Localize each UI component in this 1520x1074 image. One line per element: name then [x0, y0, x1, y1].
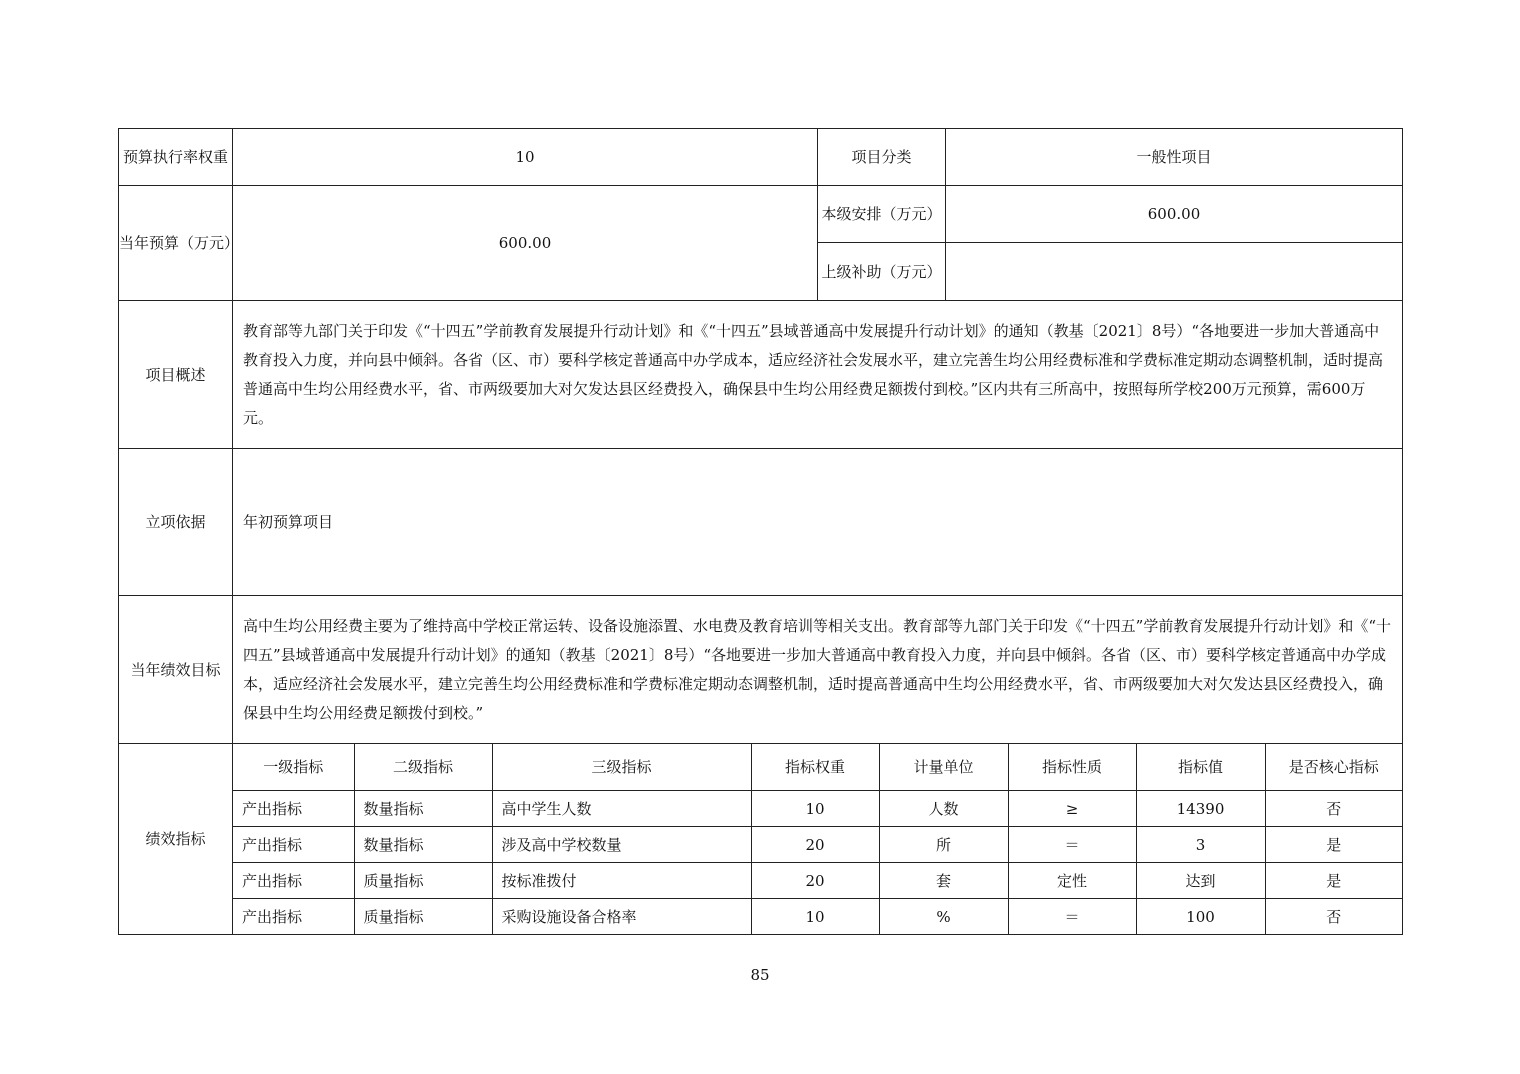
table-row: [119, 744, 1403, 935]
value-cell: 100: [1136, 899, 1265, 935]
indicator-label: 绩效指标: [119, 744, 233, 935]
level3-cell: 采购设施设备合格率: [492, 899, 751, 935]
header-unit: 计量单位: [879, 744, 1008, 791]
weight-cell: 20: [751, 863, 879, 899]
unit-cell: 所: [879, 827, 1008, 863]
weight-cell: 10: [751, 899, 879, 935]
level3-cell: 按标准拨付: [492, 863, 751, 899]
core-cell: 是: [1265, 863, 1402, 899]
value-cell: 14390: [1136, 791, 1265, 827]
core-cell: 是: [1265, 827, 1402, 863]
exec-weight-label: 预算执行率权重: [119, 129, 233, 186]
nature-cell: ＝: [1008, 899, 1136, 935]
indicator-table: [233, 744, 1402, 934]
level2-cell: 数量指标: [354, 827, 492, 863]
basis-text: 年初预算项目: [233, 449, 1403, 596]
level1-cell: 产出指标: [233, 899, 354, 935]
indicator-header-row: [233, 744, 1402, 791]
unit-cell: %: [879, 899, 1008, 935]
weight-cell: 20: [751, 827, 879, 863]
table-row: [119, 449, 1403, 596]
project-table: [118, 128, 1403, 935]
indicator-row: [233, 863, 1402, 899]
table-row: [119, 596, 1403, 744]
nature-cell: 定性: [1008, 863, 1136, 899]
indicator-cell: [233, 744, 1403, 935]
weight-cell: 10: [751, 791, 879, 827]
indicator-row: [233, 827, 1402, 863]
budget-value: 600.00: [233, 186, 818, 301]
header-value: 指标值: [1136, 744, 1265, 791]
header-core: 是否核心指标: [1265, 744, 1402, 791]
header-nature: 指标性质: [1008, 744, 1136, 791]
local-value: 600.00: [946, 186, 1403, 243]
basis-label: 立项依据: [119, 449, 233, 596]
header-level3: 三级指标: [492, 744, 751, 791]
overview-text: 教育部等九部门关于印发《“十四五”学前教育发展提升行动计划》和《“十四五”县域普通高中发展提升行动计划》的通知（教基〔2021〕8号）“各地要进一步加大普通高中教育投入力度，并向县中倾斜。各省（区、市）要科学核定普通高中办学成本，适应经济社会发展水平，建立完善生均公用经费标准和学费标准定期动态调整机制，适时提高普通高中生均公用经费水平，省、市两级要加大对欠发达县区经费投入，确保县中生均公用经费足额拨付到校。”区内共有三所高中，按照每所学校200万元预算，需600万元。: [233, 301, 1403, 449]
category-label: 项目分类: [818, 129, 946, 186]
upper-value: [946, 243, 1403, 301]
core-cell: 否: [1265, 899, 1402, 935]
value-cell: 达到: [1136, 863, 1265, 899]
level1-cell: 产出指标: [233, 791, 354, 827]
indicator-row: [233, 791, 1402, 827]
budget-label: 当年预算（万元）: [119, 186, 233, 301]
indicator-row: [233, 899, 1402, 935]
header-level1: 一级指标: [233, 744, 354, 791]
goal-label: 当年绩效目标: [119, 596, 233, 744]
table-row: [119, 186, 1403, 243]
upper-label: 上级补助（万元）: [818, 243, 946, 301]
level3-cell: 高中学生人数: [492, 791, 751, 827]
page-number: 85: [750, 966, 770, 984]
level2-cell: 数量指标: [354, 791, 492, 827]
core-cell: 否: [1265, 791, 1402, 827]
table-row: [119, 301, 1403, 449]
budget-form: [118, 128, 1402, 935]
level2-cell: 质量指标: [354, 863, 492, 899]
value-cell: 3: [1136, 827, 1265, 863]
nature-cell: ≥: [1008, 791, 1136, 827]
goal-text: 高中生均公用经费主要为了维持高中学校正常运转、设备设施添置、水电费及教育培训等相关支出。教育部等九部门关于印发《“十四五”学前教育发展提升行动计划》和《“十四五”县域普通高中发展提升行动计划》的通知（教基〔2021〕8号）“各地要进一步加大普通高中教育投入力度，并向县中倾斜。各省（区、市）要科学核定普通高中办学成本，适应经济社会发展水平，建立完善生均公用经费标准和学费标准定期动态调整机制，适时提高普通高中生均公用经费水平，省、市两级要加大对欠发达县区经费投入，确保县中生均公用经费足额拨付到校。”: [233, 596, 1403, 744]
category-value: 一般性项目: [946, 129, 1403, 186]
level1-cell: 产出指标: [233, 863, 354, 899]
header-level2: 二级指标: [354, 744, 492, 791]
table-row: [119, 129, 1403, 186]
level2-cell: 质量指标: [354, 899, 492, 935]
nature-cell: ＝: [1008, 827, 1136, 863]
header-weight: 指标权重: [751, 744, 879, 791]
level3-cell: 涉及高中学校数量: [492, 827, 751, 863]
local-label: 本级安排（万元）: [818, 186, 946, 243]
level1-cell: 产出指标: [233, 827, 354, 863]
unit-cell: 人数: [879, 791, 1008, 827]
exec-weight-value: 10: [233, 129, 818, 186]
unit-cell: 套: [879, 863, 1008, 899]
overview-label: 项目概述: [119, 301, 233, 449]
